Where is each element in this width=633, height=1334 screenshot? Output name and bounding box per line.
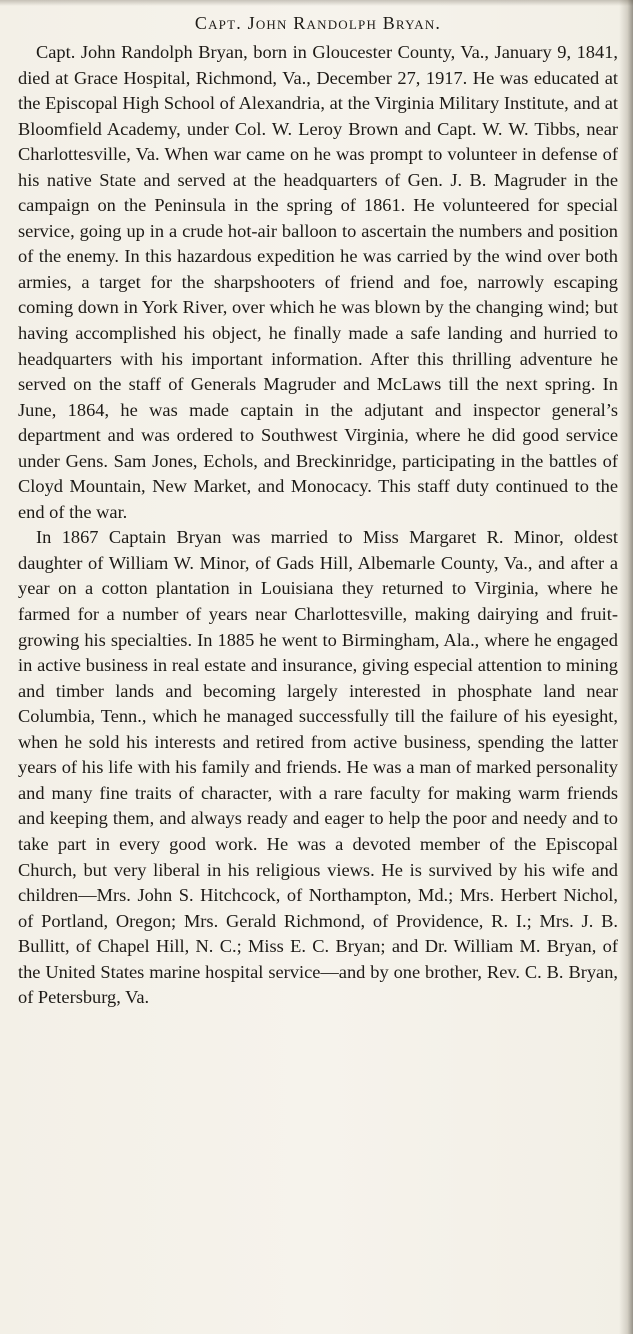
page-edge-shadow	[619, 0, 633, 1334]
article-heading: Capt. John Randolph Bryan.	[194, 13, 442, 33]
article	[18, 10, 618, 1011]
top-edge-shadow	[0, 0, 633, 6]
paragraph-biography: Capt. John Randolph Bryan, born in Gloucester County, Va., January 9, 1841, died at Grace Hospital, Richmond, Va., December 27, 1917. He was educated at the Episcopal High School of Alexandria, at the Virginia Military Institute, and at Bloomfield Academy, under Col. W. Leroy Brown and Capt. W. W. Tibbs, near Charlottesville, Va. When war came on he was prompt to volunteer in defense of his native State and served at the headquarters of Gen. J. B. Magruder in the campaign on the Peninsula in the spring of 1861. He volunteered for special service, going up in a crude hot-air balloon to ascertain the numbers and position of the enemy. In this hazardous expedition he was carried by the wind over both armies, a target for the sharpshooters of friend and foe, narrowly escaping coming down in York River, over which he was blown by the changing wind; but having accomplished his object, he finally made a safe landing and hurried to headquarters with his important information. After this thrilling adventure he served on the staff of Generals Magruder and McLaws till the next spring. In June, 1864, he was made captain in the adjutant and inspector general’s department and was ordered to Southwest Virginia, where he did good service under Gens. Sam Jones, Echols, and Breckinridge, participating in the battles of Cloyd Mountain, New Market, and Monocacy. This staff duty continued to the end of the war.	[18, 42, 618, 522]
paragraph-later-life: In 1867 Captain Bryan was married to Miss Margaret R. Minor, oldest daughter of William W. Minor, of Gads Hill, Albemarle County, Va., and after a year on a cotton plantation in Louisiana they returned to Virginia, where he farmed for a number of years near Charlottesville, making dairying and fruit-growing his specialties. In 1885 he went to Birmingham, Ala., where he engaged in active business in real estate and insurance, giving especial attention to mining and timber lands and becoming largely interested in phosphate land near Columbia, Tenn., which he managed successfully till the failure of his eyesight, when he sold his interests and retired from active business, spending the latter years of his life with his family and friends. He was a man of marked personality and many fine traits of character, with a rare faculty for making warm friends and keeping them, and always ready and eager to help the poor and needy and to take part in every good work. He was a devoted member of the Episcopal Church, but very liberal in his religious views. He is survived by his wife and children—Mrs. John S. Hitchcock, of Northampton, Md.; Mrs. Herbert Nichol, of Portland, Oregon; Mrs. Gerald Richmond, of Providence, R. I.; Mrs. J. B. Bullitt, of Chapel Hill, N. C.; Miss E. C. Bryan; and Dr. William M. Bryan, of the United States marine hospital service—and by one brother, Rev. C. B. Bryan, of Petersburg, Va.	[18, 527, 618, 1008]
